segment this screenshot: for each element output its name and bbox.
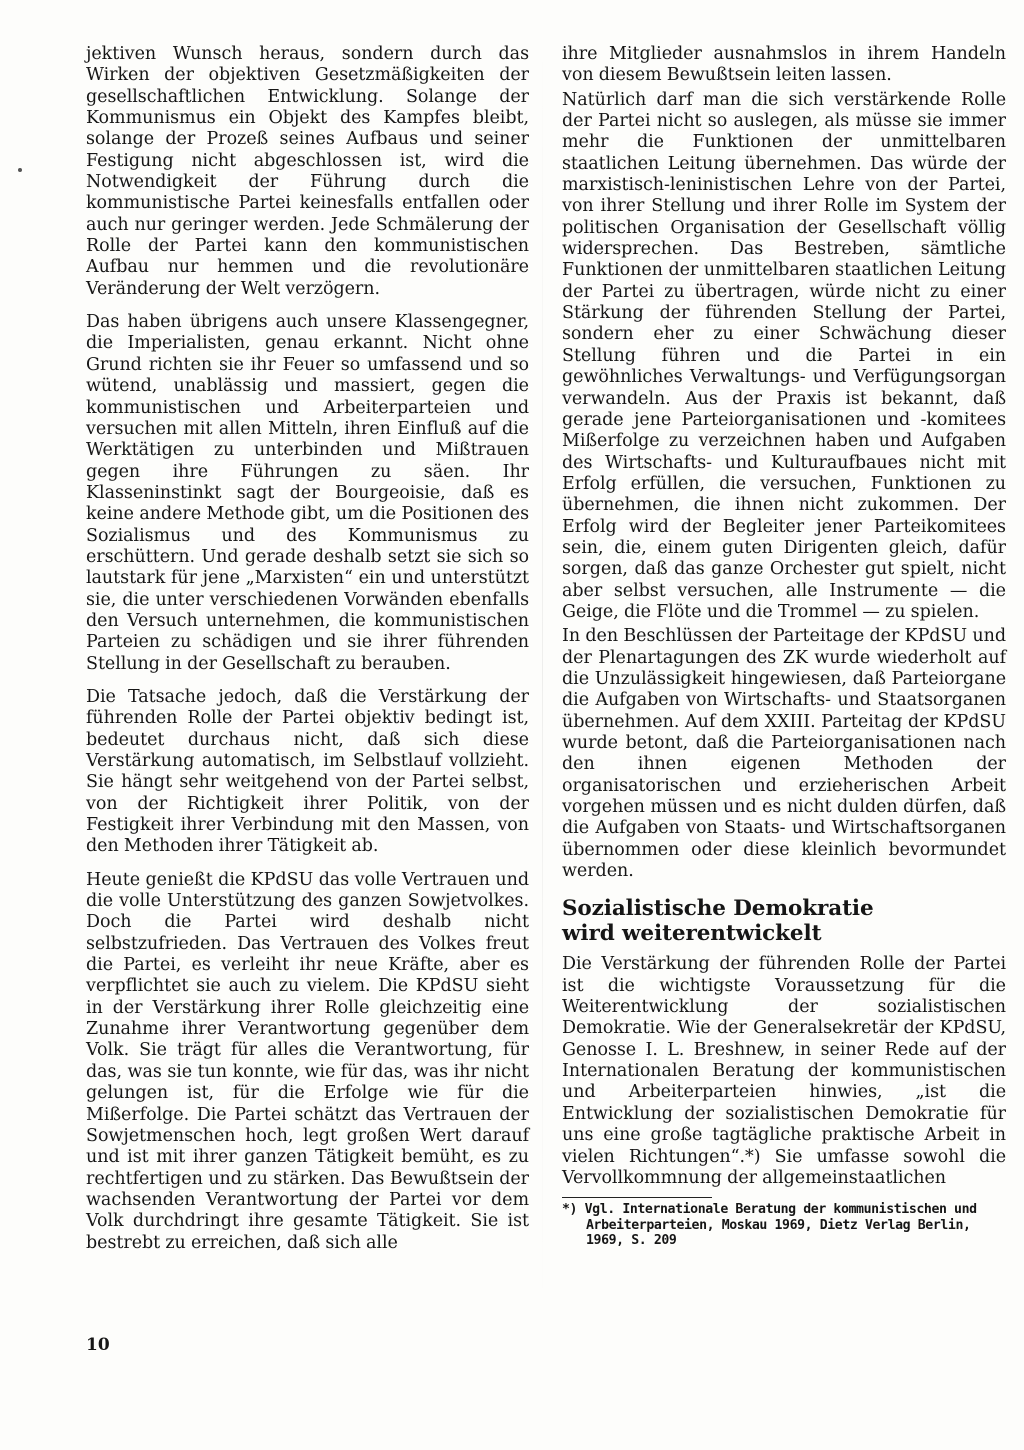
body-paragraph: Die Verstärkung der führenden Rolle der Partei ist die wichtigste Voraussetzung für die Weiterentwicklung der sozialistischen Demokratie. Wie der Generalsekretär der KPdSU, Genosse I. L. Breshnew, in seiner Rede auf der Internationalen Beratung der kommunistischen und Arbeiterparteien hinwies, „ist die Entwicklung der sozialistischen Demokratie für uns eine große tagtägliche praktische Arbeit in vielen Richtungen“.*) Sie umfasse sowohl die Vervollkommnung der allgemeinstaatlichen — [562, 954, 1006, 1188]
column-gutter — [542, 40, 543, 1310]
body-paragraph: Die Tatsache jedoch, daß die Verstärkung der führenden Rolle der Partei objektiv bedingt ist, bedeutet durchaus nicht, daß sich diese Verstärkung automatisch, im Selbstlauf vollzieht. Sie hängt sehr weitgehend von der Partei selbst, von der Richtigkeit ihrer Politik, von der Festigkeit ihrer Verbindung mit den Massen, von den Methoden ihrer Tätigkeit ab. — [86, 686, 529, 857]
footnote: *) Vgl. Internationale Beratung der kommunistischen und Arbeiterparteien, Moskau 1969, Dietz Verlag Berlin, 1969, S. 209 — [562, 1202, 977, 1249]
right-column — [562, 44, 1006, 1249]
left-column — [86, 44, 529, 1254]
body-paragraph: Heute genießt die KPdSU das volle Vertrauen und die volle Unterstützung des ganzen Sowjetvolkes. Doch die Partei wird deshalb nicht selbstzufrieden. Das Vertrauen des Volkes freut die Partei, es verleiht ihr neue Kräfte, aber es verpflichtet sie auch zu vielem. Die KPdSU sieht in der Verstärkung ihrer Rolle gleichzeitig eine Zunahme ihrer Verantwortung gegenüber dem Volk. Sie trägt für alles die Verantwortung, für das, was sie tun konnte, wie für das, was ihr nicht gelungen ist, für die Erfolge wie für die Mißerfolge. Die Partei schätzt das Vertrauen der Sowjetmenschen hoch, legt großen Wert darauf und ist mit ihrer ganzen Tätigkeit bemüht, es zu rechtfertigen und zu stärken. Das Bewußtsein der wachsenden Verantwortung der Partei vor dem Volk durchdringt ihre gesamte Tätigkeit. Sie ist bestrebt zu erreichen, daß sich alle — [86, 869, 529, 1253]
body-paragraph: jektiven Wunsch heraus, sondern durch das Wirken der objektiven Gesetzmäßigkeiten der gesellschaftlichen Entwicklung. Solange der Kommunismus ein Objekt des Kampfes bleibt, solange der Prozeß seines Aufbaus und seiner Festigung nicht abgeschlossen ist, wird die Notwendigkeit der Führung durch die kommunistische Partei keinesfalls entfallen oder auch nur geringer werden. Jede Schmälerung der Rolle der Partei kann den kommunistischen Aufbau nur hemmen und die revolutionäre Veränderung der Welt verzögern. — [86, 44, 529, 299]
margin-speck — [18, 168, 22, 172]
body-paragraph: Natürlich darf man die sich verstärkende Rolle der Partei nicht so auslegen, als müsse sie immer mehr die Funktionen der unmittelbaren staatlichen Leitung übernehmen. Das würde der marxistisch-leninistischen Lehre von der Partei, von ihrer Stellung und ihrer Rolle im System der politischen Organisation der Gesellschaft völlig widersprechen. Das Bestreben, sämtliche Funktionen der unmittelbaren staatlichen Leitung der Partei zu übertragen, würde nicht zu einer Stärkung der führenden Stellung der Partei, sondern eher zu einer Schwächung dieser Stellung führen und die Partei in ein gewöhnliches Verwaltungs- und Verfügungsorgan verwandeln. Aus der Praxis ist bekannt, daß gerade jene Parteiorganisationen und -komitees Mißerfolge zu verzeichnen haben und Aufgaben des Wirtschafts- und Kulturaufbaues nicht mit Erfolg erfüllen, die versuchen, Funktionen zu übernehmen, die ihnen nicht zukommen. Der Erfolg wird der Begleiter jener Parteikomitees sein, die, einem guten Dirigenten gleich, dafür sorgen, daß das ganze Orchester gut spielt, nicht aber selbst versuchen, alle Instrumente — die Geige, die Flöte und die Trommel — zu spielen. — [562, 89, 1006, 622]
body-paragraph: Das haben übrigens auch unsere Klassengegner, die Imperialisten, genau erkannt. Nicht ohne Grund richten sie ihr Feuer so umfassend und so wütend, unablässig und massiert, gegen die kommunistischen und Arbeiterparteien und versuchen mit allen Mitteln, ihren Einfluß auf die Werktätigen zu unterbinden und Mißtrauen gegen ihre Führungen zu säen. Ihr Klasseninstinkt sagt der Bourgeoisie, daß es keine andere Methode gibt, um die Positionen des Sozialismus und des Kommunismus zu erschüttern. Und gerade deshalb setzt sie sich so lautstark für jene „Marxisten“ ein und unterstützt sie, die unter verschiedenen Vorwänden ebenfalls den Versuch unternehmen, die kommunistischen Parteien zu schädigen und sie ihrer führenden Stellung in der Gesellschaft zu berauben. — [86, 312, 529, 674]
footnote-divider — [562, 1197, 712, 1198]
section-heading-line: wird weiterentwickelt — [562, 921, 822, 947]
body-paragraph: ihre Mitglieder ausnahmslos in ihrem Handeln von diesem Bewußtsein leiten lassen. — [562, 44, 1006, 86]
section-heading-line: Sozialistische Demokratie — [562, 896, 874, 922]
section-heading — [562, 896, 1006, 946]
body-paragraph: In den Beschlüssen der Parteitage der KPdSU und der Plenartagungen des ZK wurde wiederholt auf die Unzulässigkeit hingewiesen, daß Parteiorgane die Aufgaben von Wirtschafts- und Staatsorganen übernehmen. Auf dem XXIII. Parteitag der KPdSU wurde betont, daß die Parteiorganisationen nach den ihnen eigenen Methoden der organisatorischen und erzieherischen Arbeit vorgehen müssen und es nicht dulden dürfen, daß die Aufgaben von Staats- und Wirtschaftsorganen übernommen oder diese kleinlich bevormundet werden. — [562, 626, 1006, 882]
page-number: 10 — [86, 1335, 110, 1355]
